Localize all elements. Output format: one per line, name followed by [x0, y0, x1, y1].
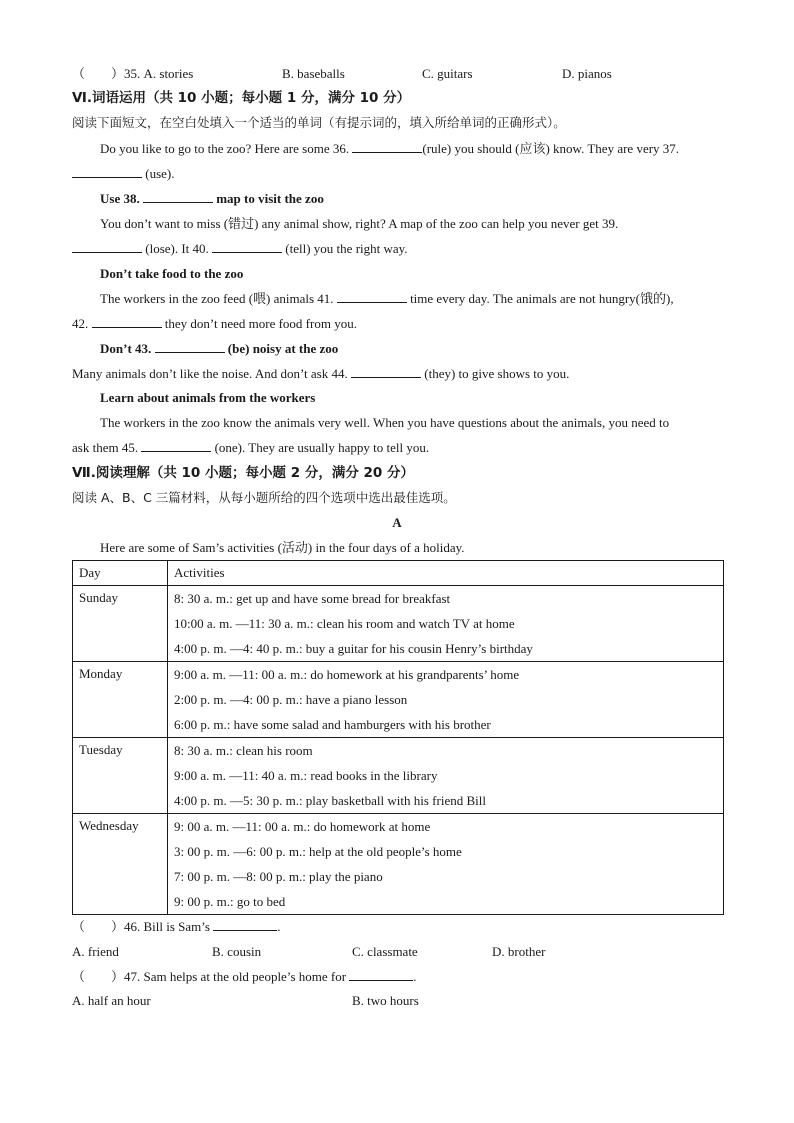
section6-paragraph-5: The workers in the zoo know the animals very well. When you have questions about the animals, you need to [100, 415, 670, 430]
q46-stem: （ ）46. Bill is Sam’s . [72, 919, 281, 934]
q47-option-b[interactable]: B. two hours [352, 993, 419, 1008]
q46-option-a[interactable]: A. friend [72, 944, 119, 959]
q35-option-d: D. pianos [562, 66, 612, 81]
q47-stem: （ ）47. Sam helps at the old people’s home for . [72, 969, 417, 984]
blank-44[interactable] [351, 366, 421, 378]
activity-entry: 8: 30 a. m.: get up and have some bread for breakfast [174, 591, 451, 606]
subheading-food: Don’t take food to the zoo [100, 266, 244, 281]
table-cell-day: Sunday [73, 586, 168, 662]
table-cell-day: Monday [73, 662, 168, 738]
q47-option-a[interactable]: A. half an hour [72, 993, 151, 1008]
activity-entry: 10:00 a. m. —11: 30 a. m.: clean his room and watch TV at home [174, 616, 515, 631]
table-header-activities: Activities [168, 561, 724, 586]
table-cell-day: Tuesday [73, 738, 168, 814]
section6-instruction: 阅读下面短文，在空白处填入一个适当的单词（有提示词的，填入所给单词的正确形式）。 [72, 115, 566, 130]
section6-paragraph-2: You don’t want to miss (错过) any animal show, right? A map of the zoo can help you never get 39. [100, 216, 619, 231]
blank-38[interactable] [143, 191, 213, 203]
blank-36[interactable] [352, 141, 422, 153]
section6-paragraph-4: Many animals don’t like the noise. And don’t ask 44. (they) to give shows to you. [72, 366, 570, 381]
section7-instruction: 阅读 A、B、C 三篇材料，从每小题所给的四个选项中选出最佳选项。 [72, 490, 456, 505]
table-header-day: Day [73, 561, 168, 586]
section6-paragraph-3-cont: 42. they don’t need more food from you. [72, 316, 357, 331]
table-row [73, 662, 724, 738]
blank-42[interactable] [92, 316, 162, 328]
blank-46[interactable] [213, 919, 277, 931]
section6-paragraph-1: Do you like to go to the zoo? Here are some 36. (rule) you should (应该) know. They are very 37. [100, 141, 680, 156]
table-cell-activities [168, 738, 724, 814]
activity-entry: 8: 30 a. m.: clean his room [174, 743, 313, 758]
blank-45[interactable] [141, 440, 211, 452]
q35-stem: （ ）35. A. stories [72, 66, 194, 81]
blank-40[interactable] [212, 241, 282, 253]
subheading-noisy: Don’t 43. (be) noisy at the zoo [100, 341, 339, 356]
table-row [73, 586, 724, 662]
section6-paragraph-1-cont: (use). [72, 166, 175, 182]
section6-paragraph-3: The workers in the zoo feed (喂) animals 41. time every day. The animals are not hungry(饿的), [100, 291, 674, 306]
activity-entry: 7: 00 p. m. —8: 00 p. m.: play the piano [174, 869, 383, 884]
blank-47[interactable] [349, 969, 413, 981]
blank-39[interactable] [72, 241, 142, 253]
section6-paragraph-5-cont: ask them 45. (one). They are usually happy to tell you. [72, 440, 430, 455]
blank-37[interactable] [72, 166, 142, 178]
blank-41[interactable] [337, 291, 407, 303]
section7-title: Ⅶ.阅读理解（共 10 小题；每小题 2 分，满分 20 分） [72, 465, 415, 481]
table-header-row [73, 561, 724, 586]
activity-entry: 9: 00 p. m.: go to bed [174, 894, 286, 909]
blank-43[interactable] [155, 341, 225, 353]
table-cell-activities [168, 662, 724, 738]
section6-paragraph-2-cont: (lose). It 40. (tell) you the right way. [72, 241, 408, 257]
q46-option-c[interactable]: C. classmate [352, 944, 418, 959]
activity-entry: 9: 00 a. m. —11: 00 a. m.: do homework at home [174, 819, 431, 834]
table-row [73, 814, 724, 915]
table-cell-activities [168, 586, 724, 662]
activities-table [72, 560, 724, 915]
q35-option-b: B. baseballs [282, 66, 345, 81]
activity-entry: 9:00 a. m. —11: 40 a. m.: read books in the library [174, 768, 438, 783]
section6-title: Ⅵ.词语运用（共 10 小题；每小题 1 分，满分 10 分） [72, 90, 411, 106]
activity-entry: 2:00 p. m. —4: 00 p. m.: have a piano lesson [174, 692, 408, 707]
subheading-workers: Learn about animals from the workers [100, 390, 316, 405]
activity-entry: 6:00 p. m.: have some salad and hamburgers with his brother [174, 717, 491, 732]
activity-entry: 9:00 a. m. —11: 00 a. m.: do homework at his grandparents’ home [174, 667, 520, 682]
subheading-map: Use 38. map to visit the zoo [100, 191, 324, 206]
q46-option-b[interactable]: B. cousin [212, 944, 262, 959]
table-row [73, 738, 724, 814]
passage-intro: Here are some of Sam’s activities (活动) in the four days of a holiday. [100, 540, 465, 555]
passage-label: A [392, 515, 402, 530]
table-cell-day: Wednesday [73, 814, 168, 915]
activity-entry: 3: 00 p. m. —6: 00 p. m.: help at the old people’s home [174, 844, 462, 859]
q46-option-d[interactable]: D. brother [492, 944, 546, 959]
activity-entry: 4:00 p. m. —5: 30 p. m.: play basketball with his friend Bill [174, 793, 486, 808]
activity-entry: 4:00 p. m. —4: 40 p. m.: buy a guitar for his cousin Henry’s birthday [174, 641, 533, 656]
table-cell-activities [168, 814, 724, 915]
q35-option-c: C. guitars [422, 66, 473, 81]
